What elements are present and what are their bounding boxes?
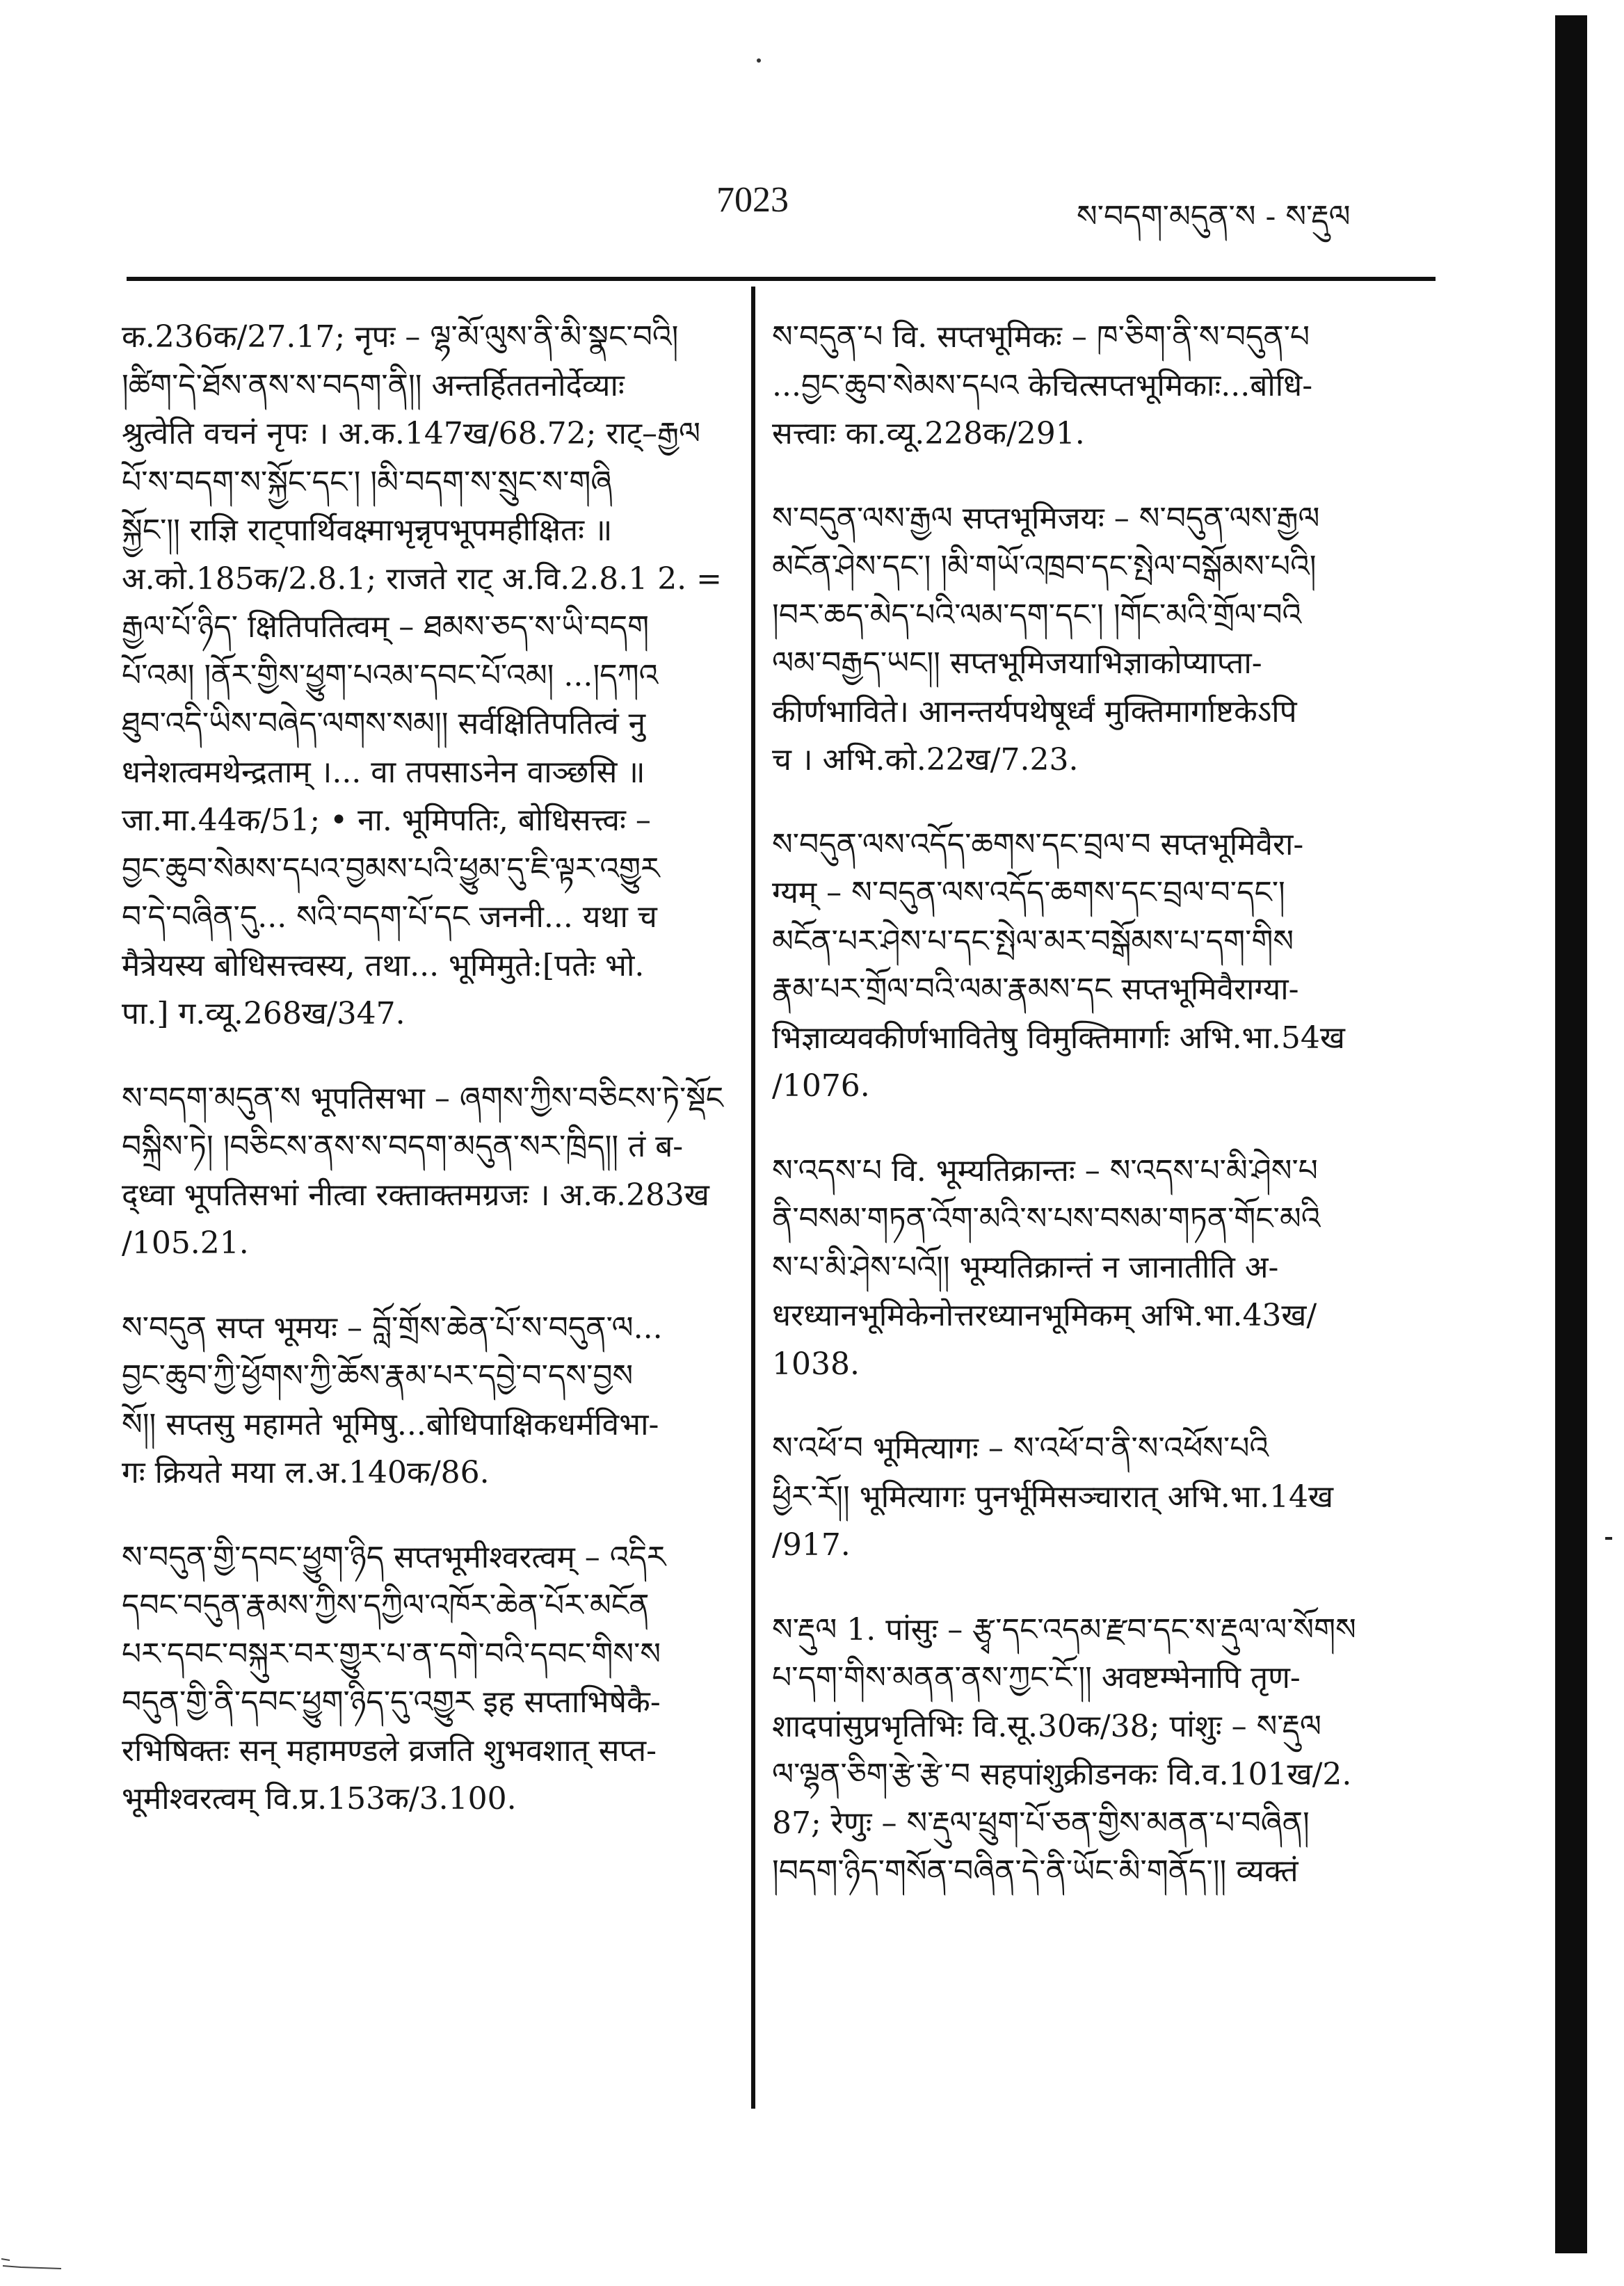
entry-line: भिज्ञाव्यवकीर्णभावितेषु विमुक्तिमार्गाः अभि.भा.54ख (772, 1020, 1345, 1056)
entry-line: ས་བདུན་གྱི་དབང་ཕྱུག་ཉིད सप्तभूमीश्वरत्वम् – འདིར (122, 1539, 666, 1575)
page-number: 7023 (716, 180, 789, 220)
entry-line: ས་བདུན་ལས་རྒྱལ सप्तभूमिजयः – ས་བདུན་ལས་རྒྱལ (772, 500, 1320, 536)
entry-gap (772, 1570, 1530, 1606)
left-column (122, 313, 734, 1824)
entry-line: द्ध्वा भूपतिसभां नीत्वा रक्ताक्तमग्रजः । अ.क.283ख (122, 1177, 709, 1213)
entry-line: ལམ་བརྒྱད་ཡང།། सप्तभूमिजयाभिज्ञाकोप्याप्ता- (772, 645, 1262, 681)
entry-line: रभिषिक्तः सन् महामण्डले व्रजति शुभवशात् सप्त- (122, 1732, 657, 1769)
entry-line: ས་བདུན་པ वि. सप्तभूमिकः – ཁ་ཅིག་ནི་ས་བདུན་པ (772, 319, 1310, 355)
entry-line: པར་དབང་བསྐུར་བར་གྱུར་པ་ན་དགེ་བའི་དབང་གིས་ས (122, 1636, 661, 1672)
entry-line: པ་དག་གིས་མནན་ནས་ཀྱང་ངོ་།། अवष्टम्भेनापि तृण- (772, 1660, 1301, 1696)
entry-line: 1038. (772, 1346, 860, 1382)
entry-line: धरध्यानभूमिकेनोत्तरध्यानभूमिकम् अभि.भा.43ख/ (772, 1298, 1317, 1333)
entry-line: 87; रेणुः – ས་རྡུལ་ཕྲུག་པོ་ཅན་གྱིས་མནན་པ་བཞིན། (772, 1805, 1310, 1841)
entry-line: /917. (772, 1527, 851, 1563)
entry-line: शादपांसुप्रभृतिभिः वि.सू.30क/38; पांशुः – ས་རྡུལ (772, 1708, 1321, 1744)
entry-gap (772, 1111, 1530, 1147)
scan-artifact-mark (0, 2252, 63, 2276)
entry-line: མངོན་ཤེས་དང་། །མི་གཡོ་འཁྲབ་དང་སྤེལ་བསྒོམས་པའི། (772, 549, 1317, 584)
entry-line: ས་འདས་པ वि. भूम्यतिक्रान्तः – ས་འདས་པ་མི་ཤེས་པ (772, 1152, 1318, 1189)
dictionary-entry (772, 313, 1530, 458)
dictionary-entry (772, 1606, 1530, 1896)
entry-gap (772, 784, 1530, 821)
entry-line: /1076. (772, 1068, 870, 1104)
dictionary-entry (772, 821, 1530, 1111)
entry-line: སྐྱོང་།། राज्ञि राट्पार्थिवक्ष्माभृन्नृपभूपमहीक्षितः ॥ (122, 513, 613, 548)
entry-line: सत्त्वाः का.व्यू.228क/291. (772, 416, 1085, 451)
entry-line: པོ་འམ། །ནོར་གྱིས་ཕྱུག་པའམ་དབང་པོ་འམ། ...།དཀའ (122, 657, 659, 693)
entry-line: པོ་ས་བདག་ས་སྐྱོང་དང་། །མི་བདག་ས་སྲུང་ས་གཞི (122, 464, 613, 500)
dictionary-entry (772, 1147, 1530, 1389)
entry-line: ས་བདུན་ལས་འདོད་ཆགས་དང་བྲལ་བ सप्तभूमिवैरा- (772, 826, 1304, 862)
entry-line: मैत्रेयस्य बोधिसत्त्वस्य, तथा... भूमिमुते:[पतेः भो. (122, 947, 645, 983)
entry-line: ས་རྡུལ 1. पांसुः – རྩྭ་དང་འདམ་རྫབ་དང་ས་རྡུལ་ལ་སོགས (772, 1611, 1356, 1648)
entry-line: སོ།། सप्तसु महामते भूमिषु...बोधिपाक्षिकधर्मविभा- (122, 1406, 659, 1442)
dictionary-entry (772, 494, 1530, 784)
entry-line: ས་པ་མི་ཤེས་པའོ།། भूम्यतिक्रान्तं न जानातीति अ- (772, 1249, 1279, 1285)
scan-edge-bar (1555, 15, 1587, 2253)
entry-line: क.236क/27.17; नृपः – ལྷ་མོ་ལུས་ནི་མི་སྣང་བའི། (122, 319, 679, 355)
entry-line: བ་དེ་བཞིན་དུ... སའི་བདག་པོ་དང जननी... यथा च (122, 899, 657, 935)
entry-line: །བདག་ཉིད་གསོན་བཞིན་དེ་ནི་ཡོང་མི་གནོད་།། व्यक्तं (772, 1853, 1299, 1889)
entry-line: དབང་བདུན་རྣམས་ཀྱིས་དཀྱིལ་འཁོར་ཆེན་པོར་མངོན (122, 1588, 650, 1623)
running-head: ས་བདག་མདུན་ས - ས་རྡུལ (1077, 199, 1351, 234)
entry-line: མངོན་པར་ཤེས་པ་དང་སྤེལ་མར་བསྒོམས་པ་དག་གིས (772, 923, 1294, 959)
dictionary-entry (122, 313, 734, 1038)
entry-line: पा.] ग.व्यू.268ख/347. (122, 996, 405, 1031)
entry-line: भूमीश्वरत्वम् वि.प्र.153क/3.100. (122, 1781, 517, 1817)
dictionary-entry (122, 1304, 734, 1497)
entry-line: गः क्रियते मया ल.अ.140क/86. (122, 1455, 490, 1490)
dictionary-entry (122, 1534, 734, 1824)
entry-line: །ཚིག་དེ་ཐོས་ནས་ས་བདག་ནི།། अन्तर्हिततनोर्देव्याः (122, 367, 625, 403)
entry-line: ཕྱིར་རོ།། भूमित्यागः पुनर्भूमिसञ्चारात् अभि.भा.14ख (772, 1479, 1333, 1515)
entry-gap (122, 1038, 734, 1074)
entry-gap (772, 1388, 1530, 1424)
entry-line: །བར་ཆད་མེད་པའི་ལམ་དག་དང་། །གོང་མའི་གྲོལ་བའི (772, 597, 1302, 633)
column-divider (751, 287, 755, 2109)
entry-line: བྱང་ཆུབ་སེམས་དཔའ་བྱམས་པའི་ཕྱུམ་དུ་ཇི་ལྟར་འགྱུར (122, 851, 660, 887)
margin-tick (1605, 1537, 1612, 1540)
entry-line: धनेशत्वमथेन्द्रताम् ।... वा तपसाऽनेन वाञ्छसि ॥ (122, 754, 645, 790)
entry-line: ནི་བསམ་གཏན་འོག་མའི་ས་པས་བསམ་གཏན་གོང་མའི (772, 1201, 1321, 1237)
right-column (772, 313, 1530, 1896)
dictionary-entry (772, 1424, 1530, 1570)
entry-line: ལ་ལྷན་ཅིག་རྩེ་རྩེ་བ सहपांशुक्रीडनकः वि.व.101ख/2. (772, 1757, 1352, 1792)
entry-line: ས་འཕོ་བ भूमित्यागः – ས་འཕོ་བ་ནི་ས་འཕོས་པའི (772, 1431, 1269, 1466)
entry-line: བསྐྲིས་ཏེ། །བཅིངས་ནས་ས་བདག་མདུན་སར་ཁྲིད།། तं ब- (122, 1129, 684, 1164)
entry-line: अ.को.185क/2.8.1; राजते राट् अ.वि.2.8.1 2. = (122, 561, 723, 597)
entry-line: ग्यम् – ས་བདུན་ལས་འདོད་ཆགས་དང་བྲལ་བ་དང་། (772, 875, 1285, 910)
entry-line: कीर्णभाविते। आनन्तर्यपथेषूर्ध्वं मुक्तिमार्गाष्टकेऽपि (772, 693, 1297, 730)
entry-line: བྱང་ཆུབ་ཀྱི་ཕྱོགས་ཀྱི་ཆོས་རྣམ་པར་དབྱེ་བ་དས་བྱས (122, 1358, 634, 1394)
entry-line: च । अभि.को.22ख/7.23. (772, 742, 1079, 778)
entry-line: བདུན་གྱི་ནི་དབང་ཕྱུག་ཉིད་དུ་འགྱུར इह सप्ताभिषेकै- (122, 1684, 661, 1720)
entry-line: श्रुत्वेति वचनं नृपः । अ.क.147ख/68.72; राट्–རྒྱལ (122, 416, 701, 451)
entry-line: जा.मा.44क/51; • ना. भूमिपतिः, बोधिसत्त्वः – (122, 803, 651, 838)
entry-line: /105.21. (122, 1225, 249, 1261)
entry-line: རྣམ་པར་གྲོལ་བའི་ལམ་རྣམས་དང सप्तभूमिवैराग्या- (772, 972, 1299, 1007)
entry-line: ས་བདུན सप्त भूमयः – བློ་གྲོས་ཆེན་པོ་ས་བདུན་ལ... (122, 1310, 663, 1346)
entry-line: ...བྱང་ཆུབ་སེམས་དཔའ केचित्सप्तभूमिकाः...बोधि- (772, 367, 1313, 403)
entry-line: ཐུབ་འདི་ཡིས་བཞེད་ལགས་སམ།། सर्वक्षितिपतित्वं नु (122, 706, 646, 741)
scan-dot (757, 58, 761, 63)
entry-line: ས་བདག་མདུན་ས भूपतिसभा – ཞགས་ཀྱིས་བཅིངས་ཏེ་སྡོང (122, 1080, 724, 1116)
entry-gap (122, 1497, 734, 1534)
entry-gap (122, 1268, 734, 1304)
entry-line: རྒྱལ་པོ་ཉིད་ क्षितिपतित्वम् – ཐམས་ཅད་ས་ཡི་བདག (122, 609, 650, 645)
dictionary-entry (122, 1074, 734, 1268)
header-rule (127, 277, 1436, 281)
entry-gap (772, 458, 1530, 494)
